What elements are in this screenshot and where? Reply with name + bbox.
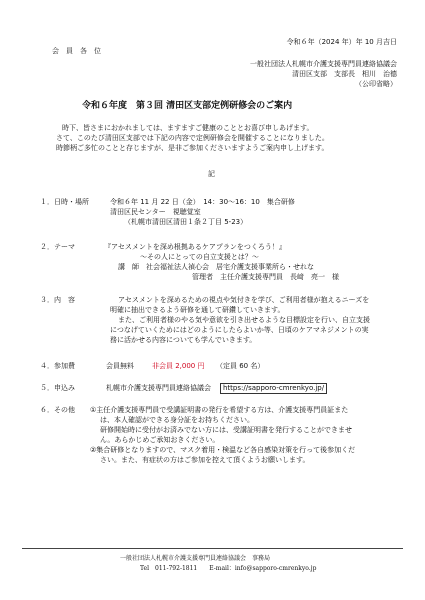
seal-omitted-note: （公印省略） [355, 80, 397, 88]
theme-line-1: 『アセスメントを深め根拠あるケアプランをつくろう！』 [104, 243, 286, 251]
section-other-label: ６．その他 [40, 406, 75, 414]
fee-capacity: （定員 60 名） [216, 362, 265, 370]
footer-organization: 一般社団法人札幌市介護支援専門員連絡協議会 事務局 [120, 555, 271, 562]
fee-members: 会員無料 [106, 362, 134, 370]
content-line-4: につなげていくためにはどのようにしたらよいか等、日頃のケアマネジメントの実 [110, 326, 369, 334]
other-line-3: 研修開始時に受付がお済みでない方には、受講証明書を発行することができませ [100, 426, 352, 434]
intro-line-1: 時下、皆さまにおかれましては、ますますご健康のこととお喜び申しあげます。 [62, 124, 314, 132]
theme-line-4: 管理者 主任介護支援専門員 長﨑 亮一 様 [192, 273, 339, 281]
organization-name: 一般社団法人札幌市介護支援専門員連絡協議会 [250, 60, 397, 68]
datetime-line-2: 清田区民センター 視聴覚室 [110, 208, 201, 216]
section-theme-label: ２．テーマ [40, 243, 75, 251]
other-line-6: さい。また、有症状の方はご参加を控えて頂くようお願いします。 [100, 456, 310, 464]
content-line-2: 明確に抽出できるよう研修を通して研鑽していきます。 [110, 306, 285, 314]
ki-heading: 記 [208, 170, 215, 178]
intro-line-3: 時節柄ご多忙のことと存じますが、是非ご参加くださいますようご案内申し上げます。 [56, 144, 329, 152]
datetime-line-1: 令和６年 11 月 22 日（金） 14：30～16：10 集合研修 [110, 198, 295, 206]
section-apply-label: ５．申込み [40, 384, 75, 392]
content-line-5: 務に活かせる内容についても学んでいきます。 [110, 336, 257, 344]
content-line-1: アセスメントを深めるための視点や気付きを学び、ご利用者様が抱えるニーズを [118, 296, 370, 304]
theme-line-2: ～その人にとっての自立支援とは？～ [140, 253, 259, 261]
apply-url-link[interactable]: https://sapporo-cmrenkyo.jp/ [220, 383, 327, 394]
page-title: 令和６年度 第３回 清田区支部定例研修会のご案内 [82, 101, 293, 111]
other-line-4: ん。あらかじめご承知おきください。 [100, 436, 220, 444]
document-date: 令和６年（2024 年）年 10 月吉日 [286, 38, 397, 46]
content-line-3: また、ご利用者様のやる気や意欲を引き出せるような目標設定を行い、自立支援 [118, 316, 370, 324]
theme-line-3: 講 師 社会福祉法人禎心会 居宅介護支援事業所ら・せれな [118, 263, 314, 271]
intro-line-2: さて、このたび清田区支部では下記の内容で定例研修会を開催することになりました。 [56, 134, 329, 142]
fee-nonmembers: 非会員 2,000 円 [152, 362, 205, 370]
section-content-label: ３．内 容 [40, 296, 75, 304]
footer-contact: Tel 011-792-1811 E-mail：info@sapporo-cmrenkyo.jp [140, 565, 317, 572]
datetime-line-3: （札幌市清田区清田１条２丁目 5-23） [124, 218, 248, 226]
other-line-5: ②集合研修となりますので、マスク着用・検温など各自感染対策を行って後参加くだ [90, 446, 356, 454]
section-fee-label: ４．参加費 [40, 362, 75, 370]
footer-divider [22, 548, 403, 549]
other-line-1: ①主任介護支援専門員で受講証明書の発行を希望する方は、介護支援専門員証また [90, 406, 349, 414]
recipient-line: 会 員 各 位 [52, 47, 101, 55]
section-datetime-label: １．日時・場所 [40, 198, 89, 206]
branch-head-line: 清田区支部 支部長 相川 治德 [292, 70, 397, 78]
other-line-2: は、本人確認ができる身分証をお持ちください。 [100, 416, 254, 424]
apply-organization: 札幌市介護支援専門員連絡協議会 [106, 384, 211, 392]
